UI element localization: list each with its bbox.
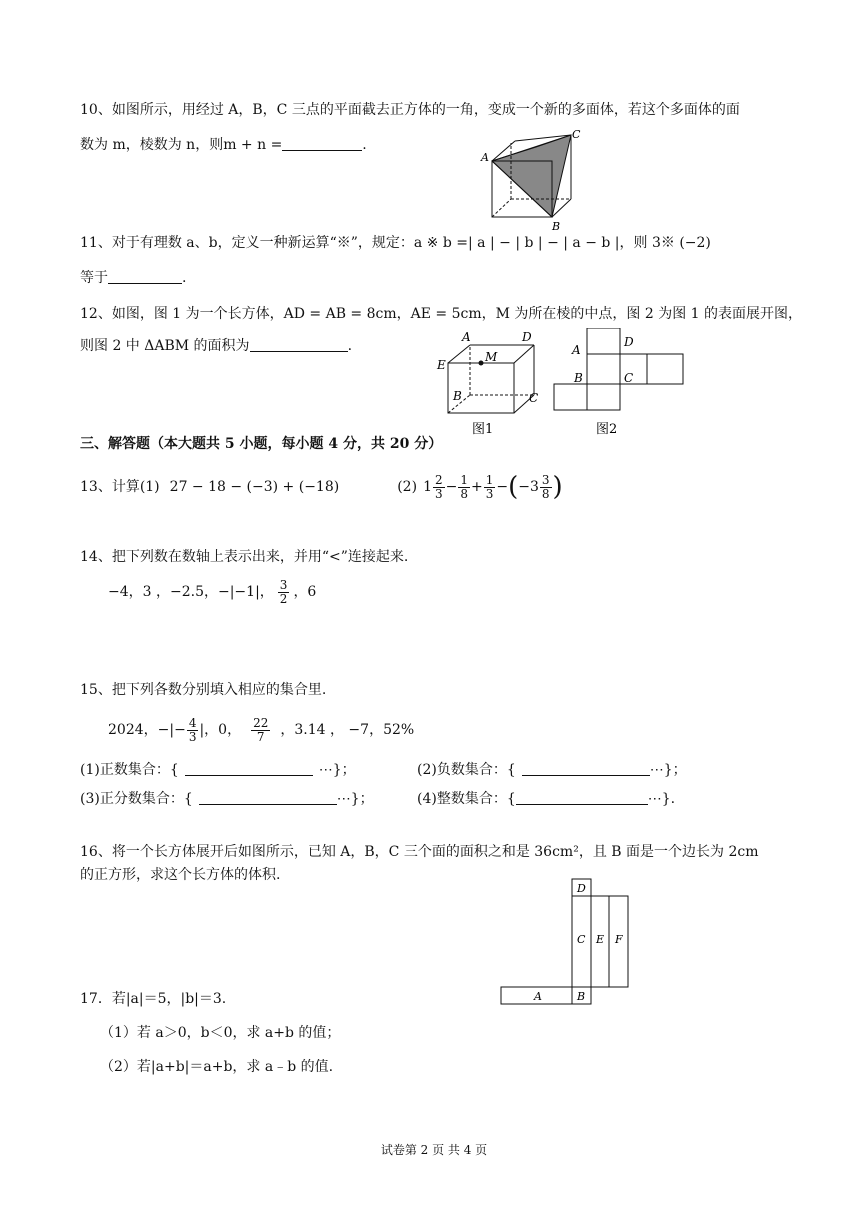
q15-n3: ，3.14 ， −7，52% (280, 722, 415, 738)
q13-expr1: 27 − 18 − (−3) + (−18) (169, 479, 340, 495)
q13-frac4: $\frac{3}{8}$ (541, 472, 550, 501)
q14-frac: $\frac{3}{2}$ (279, 577, 288, 606)
q12-line2 (80, 337, 352, 355)
q16-fig-label-d: D (577, 882, 586, 895)
q10-end: . (362, 137, 367, 153)
q13-part2-label: (2) (397, 479, 418, 495)
q10-line2 (80, 136, 367, 154)
q15-set4-label: (4)整数集合：{ (417, 791, 516, 807)
q16-net-figure (498, 876, 634, 1008)
q15-frac1: $\frac{4}{3}$ (188, 715, 197, 744)
q12-point-m (479, 361, 484, 366)
q16-fig-label-c: C (577, 933, 586, 946)
q16-fig-label-e: E (596, 933, 605, 946)
q12-fig2-label-d: D (624, 335, 634, 349)
q16-line2: 的正方形，求这个长方体的体积. (80, 867, 281, 883)
q10-fig-label-c: C (572, 128, 581, 141)
q12-text: 则图 2 中 ΔABM 的面积为 (80, 338, 250, 354)
q13-f1-whole: 1 (423, 479, 432, 495)
q15-set4-blank[interactable] (516, 790, 648, 805)
q10-line1: 10、如图所示，用经过 A，B，C 三点的平面截去正方体的一角，变成一个新的多面体，若这个多面体的面 (80, 102, 740, 118)
q11-end: . (182, 270, 187, 286)
q15-set-positive (80, 761, 356, 779)
q17-line2: （1）若 a＞0，b＜0，求 a+b 的值； (100, 1025, 341, 1041)
q14-line1: 14、把下列数在数轴上表示出来，并用“<”连接起来. (80, 549, 409, 565)
q14-nums-b: ，6 (293, 584, 317, 600)
q11-line1: 11、对于有理数 a、b，定义一种新运算“※”，规定：a ※ b =| a | − | b | − | a − b |，则 3※ (−2) (80, 235, 711, 251)
q16-line1: 16、将一个长方体展开后如图所示，已知 A，B，C 三个面的面积之和是 36cm²，且 B 面是一个边长为 2cm (80, 844, 759, 860)
q12-fig1-caption: 图1 (472, 422, 494, 437)
q12-end: . (347, 338, 353, 354)
q12-fig1-label-e: E (437, 358, 446, 372)
q15-n1: 2024，−|− (108, 722, 186, 738)
q15-set3-label: (3)正分数集合：{ (80, 791, 193, 807)
q12-fig1-label-a: A (462, 330, 471, 344)
q13-frac1: $\frac{2}{3}$ (434, 472, 443, 501)
q12-fig2-label-c: C (624, 371, 634, 385)
q12-figure1-cuboid (436, 328, 546, 440)
q13-line (80, 470, 563, 504)
q15-set2-dots: ⋯}； (649, 762, 687, 778)
q15-set4-dots: ⋯}. (647, 791, 676, 807)
q10-fig-label-a: A (481, 151, 489, 164)
q13-op2: + (471, 479, 483, 495)
q14-numbers (108, 574, 316, 610)
q13-op3: − (496, 479, 509, 495)
q15-set2-blank[interactable] (522, 761, 650, 776)
q12-fig2-caption: 图2 (596, 422, 618, 437)
q15-set-integer (417, 790, 675, 808)
q12-fig1-label-m: M (485, 350, 498, 364)
q12-line1: 12、如图，图 1 为一个长方体，AD = AB = 8cm，AE = 5cm，M 为所在棱的中点，图 2 为图 1 的表面展开图， (80, 306, 803, 322)
q15-line1: 15、把下列各数分别填入相应的集合里. (80, 682, 327, 698)
section3-title: 三、解答题（本大题共 5 小题，每小题 4 分，共 20 分） (80, 436, 443, 452)
q16-fig-label-b: B (577, 990, 586, 1003)
q15-n2: |，0， (199, 722, 242, 738)
q15-set1-blank[interactable] (185, 761, 313, 776)
q13-paren-open: ( (508, 472, 519, 502)
q13-frac3: $\frac{1}{3}$ (485, 472, 494, 501)
q15-set-negative (417, 761, 687, 779)
q15-set1-dots: ⋯}； (318, 762, 356, 778)
q12-answer-blank[interactable] (250, 337, 348, 352)
q13-label: 13、计算(1) (80, 479, 160, 495)
q12-fig1-label-d: D (522, 330, 532, 344)
q15-numbers (108, 712, 414, 748)
q15-set1-label: (1)正数集合：{ (80, 762, 179, 778)
q15-set-positive-fraction (80, 790, 374, 808)
q16-fig-label-f: F (615, 933, 623, 946)
q12-fig2-label-a: A (572, 343, 581, 357)
q12-figure2-net (550, 328, 690, 440)
q11-answer-blank[interactable] (108, 269, 182, 284)
q15-set3-dots: ⋯}； (336, 791, 374, 807)
q17-line1: 17．若|a|＝5，|b|＝3. (80, 991, 227, 1007)
q10-fig-label-b: B (552, 220, 561, 233)
page-footer: 试卷第 2 页 共 4 页 (380, 1143, 488, 1157)
q12-fig2-label-b: B (574, 371, 583, 385)
q13-frac2: $\frac{1}{8}$ (460, 472, 468, 501)
q13-f4-pre: −3 (518, 479, 539, 495)
q15-set2-label: (2)负数集合：{ (417, 762, 516, 778)
q13-paren-close: ) (552, 472, 563, 502)
q15-set3-blank[interactable] (199, 790, 337, 805)
q11-line2 (80, 269, 186, 287)
q11-text: 等于 (80, 270, 108, 286)
q10-text: 数为 m，棱数为 n，则m + n = (80, 137, 283, 153)
q13-op1: − (445, 479, 458, 495)
q12-fig1-label-b: B (453, 389, 462, 403)
q10-cube-figure (478, 128, 588, 234)
q14-nums-a: −4，3 ，−2.5，−|−1|， (108, 584, 274, 600)
q15-frac2: $\frac{22}{7}$ (253, 715, 269, 744)
q12-fig1-label-c: C (529, 391, 539, 405)
q16-fig-label-a: A (534, 990, 542, 1003)
q17-line3: （2）若|a+b|＝a+b，求 a﹣b 的值. (100, 1059, 334, 1075)
q10-answer-blank[interactable] (282, 136, 362, 151)
